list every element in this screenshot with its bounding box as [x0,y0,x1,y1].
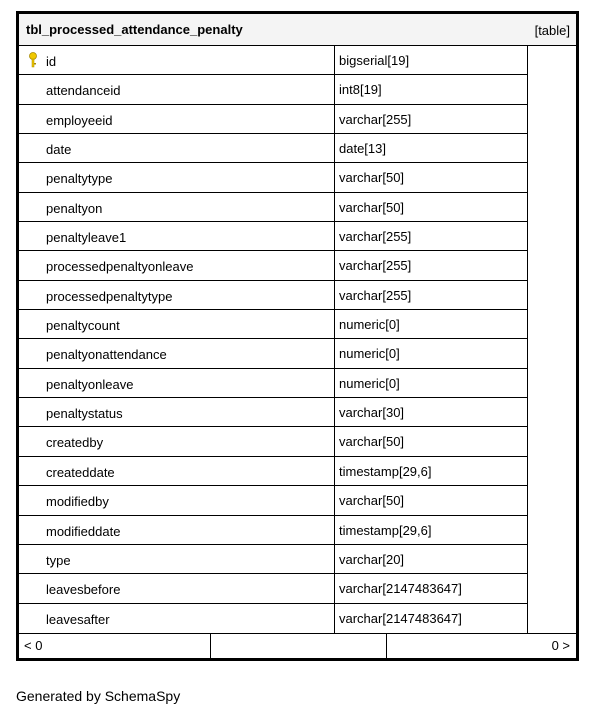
column-name[interactable]: processedpenaltyonleave [46,259,194,275]
column-type-cell [335,457,528,486]
column-name[interactable]: penaltyonattendance [46,347,167,363]
column-type: varchar[20] [339,551,405,567]
column-name[interactable]: processedpenaltytype [46,288,173,304]
column-row[interactable] [19,310,576,339]
column-type: timestamp[29,6] [339,522,432,538]
column-name-cell [19,105,335,134]
table-kind-label: [table] [534,23,570,38]
column-row[interactable] [19,427,576,456]
column-row[interactable] [19,281,576,310]
column-name[interactable]: penaltyleave1 [46,230,127,246]
column-type-cell [335,163,528,192]
column-name-cell [19,193,335,222]
column-type-cell [335,193,528,222]
column-type-cell [335,310,528,339]
column-name[interactable]: modifieddate [46,523,121,539]
column-row[interactable] [19,75,576,104]
column-type: varchar[2147483647] [339,581,462,597]
column-type-cell [335,281,528,310]
column-row[interactable] [19,46,576,75]
column-name-cell [19,310,335,339]
column-type-cell [335,516,528,545]
column-name-cell [19,457,335,486]
column-type-cell [335,486,528,515]
column-type-cell [335,46,528,75]
column-name-cell [19,545,335,574]
column-name-cell [19,369,335,398]
column-row[interactable] [19,486,576,515]
column-name[interactable]: createddate [46,464,115,480]
table-header [19,14,576,46]
column-type-cell [335,75,528,104]
parent-count[interactable]: < 0 [24,638,43,653]
column-row[interactable] [19,339,576,368]
column-row[interactable] [19,163,576,192]
column-type: numeric[0] [339,375,400,391]
column-type: varchar[30] [339,405,405,421]
column-type: varchar[255] [339,229,412,245]
column-name-cell [19,604,335,633]
column-type: bigserial[19] [339,53,410,68]
column-type: varchar[255] [339,111,412,127]
column-type-cell [335,134,528,163]
column-name[interactable]: modifiedby [46,494,109,510]
column-type-cell [335,105,528,134]
column-name[interactable]: createdby [46,435,104,451]
column-name-cell [19,398,335,427]
column-row[interactable] [19,193,576,222]
child-count[interactable]: 0 > [551,638,570,653]
table-footer [19,633,576,658]
column-name-cell [19,281,335,310]
column-type: varchar[255] [339,287,412,303]
column-name[interactable]: type [46,552,71,568]
column-row[interactable] [19,457,576,486]
column-row[interactable] [19,369,576,398]
column-name[interactable]: penaltyon [46,200,103,216]
column-name[interactable]: attendanceid [46,83,121,99]
column-type-cell [335,604,528,633]
column-type: varchar[255] [339,258,412,274]
column-list [19,46,576,633]
column-name[interactable]: id [46,54,57,69]
column-name[interactable]: date [46,142,72,158]
column-type: numeric[0] [339,346,400,362]
column-row[interactable] [19,545,576,574]
column-type: numeric[0] [339,317,400,333]
column-name[interactable]: penaltytype [46,171,113,187]
column-type-cell [335,251,528,280]
column-name-cell [19,486,335,515]
column-name[interactable]: penaltyonleave [46,376,134,392]
column-name[interactable]: penaltycount [46,318,120,334]
column-row[interactable] [19,574,576,603]
column-type: varchar[50] [339,493,405,509]
table-box [16,11,579,661]
column-name-cell [19,134,335,163]
column-name-cell [19,251,335,280]
column-type: timestamp[29,6] [339,463,432,479]
column-row[interactable] [19,134,576,163]
column-name-cell [19,516,335,545]
column-type: varchar[50] [339,434,405,450]
column-type: int8[19] [339,82,382,98]
column-name[interactable]: employeeid [46,112,113,128]
column-name-cell [19,75,335,104]
column-type-cell [335,398,528,427]
column-type-cell [335,339,528,368]
column-row[interactable] [19,251,576,280]
column-type: varchar[50] [339,170,405,186]
key-icon [28,52,38,68]
column-name-cell [19,222,335,251]
column-type-cell [335,369,528,398]
column-row[interactable] [19,222,576,251]
column-name-cell [19,427,335,456]
column-type-cell [335,545,528,574]
column-name-cell [19,574,335,603]
column-name-cell [19,339,335,368]
column-type-cell [335,574,528,603]
column-type-cell [335,222,528,251]
column-name[interactable]: penaltystatus [46,406,123,422]
column-row[interactable] [19,105,576,134]
column-name[interactable]: leavesafter [46,611,110,627]
column-type: varchar[2147483647] [339,610,462,626]
footer-divider [386,634,387,658]
column-name-cell [19,163,335,192]
column-row[interactable] [19,604,576,633]
column-type-cell [335,427,528,456]
column-row[interactable] [19,516,576,545]
column-row[interactable] [19,398,576,427]
column-name[interactable]: leavesbefore [46,582,121,598]
table-name[interactable]: tbl_processed_attendance_penalty [26,22,243,37]
column-name-cell [19,46,335,75]
column-type: varchar[50] [339,199,405,215]
footer-divider [210,634,211,658]
generated-by-label: Generated by SchemaSpy [16,688,181,704]
column-type: date[13] [339,141,386,157]
